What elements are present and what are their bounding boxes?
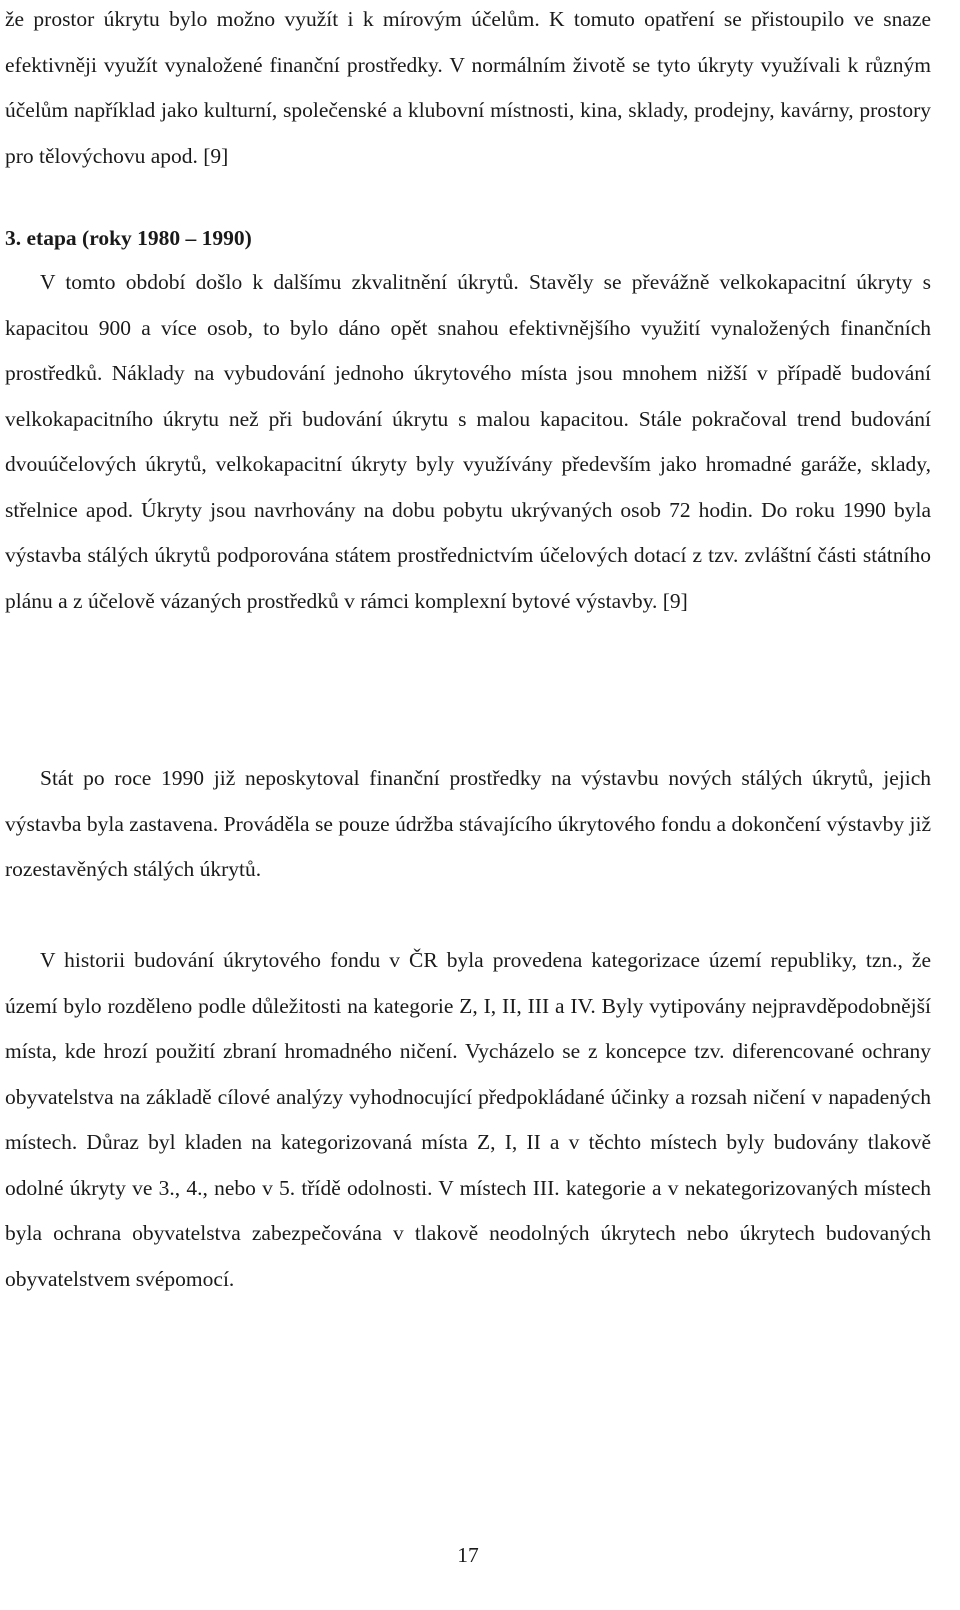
paragraph-after-1990: Stát po roce 1990 již neposkytoval finanční prostředky na výstavbu nových stálých úkrytů, jejich výstavba byla zastavena. Prováděla se pouze údržba stávajícího úkrytového fondu a dokončení výstavby již rozestavěných stálých úkrytů. xyxy=(5,766,931,881)
paragraph-categorization: V historii budování úkrytového fondu v ČR byla provedena kategorizace území republiky, tzn., že území bylo rozděleno podle důležitosti na kategorie Z, I, II, III a IV. Byly vytipovány nejpravděpodobnější místa, kde hrozí použití zbraní hromadného ničení. Vycházelo se z koncepce tzv. diferencované ochrany obyvatelstva na základě cílové analýzy vyhodnocující předpokládané účinky a rozsah ničení v napadených místech. Důraz byl kladen na kategorizovaná místa Z, I, II a v těchto místech byly budovány tlakově odolné úkryty ve 3., 4., nebo v 5. třídě odolnosti. V místech III. kategorie a v nekategorizovaných místech byla ochrana obyvatelstva zabezpečována v tlakově neodolných úkrytech nebo úkrytech budovaných obyvatelstvem svépomocí. xyxy=(5,948,931,1291)
paragraph-continuation: že prostor úkrytu bylo možno využít i k mírovým účelům. K tomuto opatření se přistoupilo ve snaze efektivněji využít vynaložené finanční prostředky. V normálním životě se tyto úkryty využívali k různým účelům například jako kulturní, společenské a klubovní místnosti, kina, sklady, prodejny, kavárny, prostory pro tělovýchovu apod. [9] xyxy=(5,7,931,168)
section-heading: 3. etapa (roky 1980 – 1990) xyxy=(5,226,252,250)
page-number: 17 xyxy=(457,1543,479,1567)
paragraph-stage-3: V tomto období došlo k dalšímu zkvalitnění úkrytů. Stavěly se převážně velkokapacitní úkryty s kapacitou 900 a více osob, to bylo dáno opět snahou efektivnějšího využití vynaložených finančních prostředků. Náklady na vybudování jednoho úkrytového místa jsou mnohem nižší v případě budování velkokapacitního úkrytu než při budování úkrytu s malou kapacitou. Stále pokračoval trend budování dvouúčelových úkrytů, velkokapacitní úkryty byly využívány především jako hromadné garáže, sklady, střelnice apod. Úkryty jsou navrhovány na dobu pobytu ukrývaných osob 72 hodin. Do roku 1990 byla výstavba stálých úkrytů podporována státem prostřednictvím účelových dotací z tzv. zvláštní části státního plánu a z účelově vázaných prostředků v rámci komplexní bytové výstavby. [9] xyxy=(5,270,931,613)
